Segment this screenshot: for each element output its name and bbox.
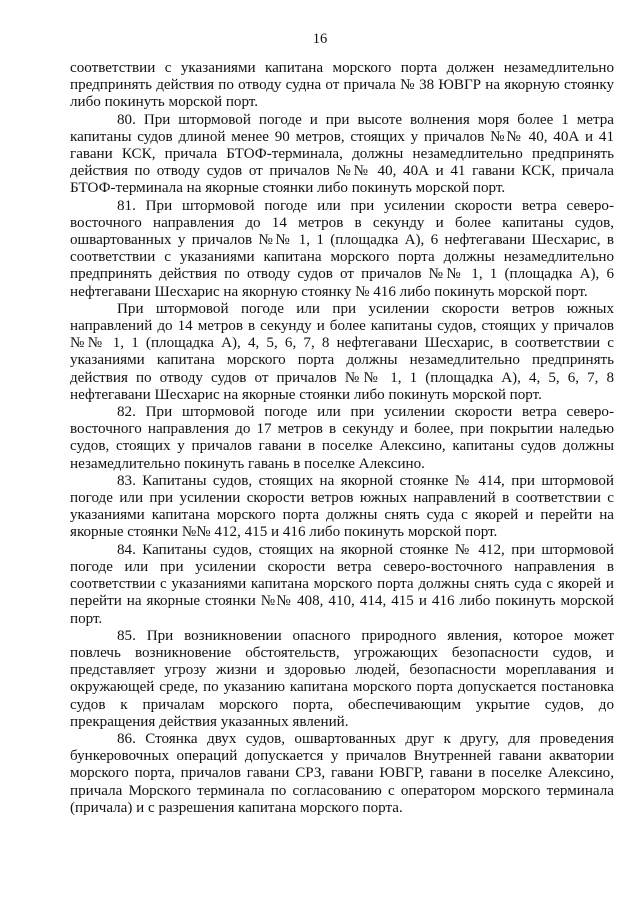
document-body [70,60,614,817]
paragraph-83: 83. Капитаны судов, стоящих на якорной стоянке № 414, при штормовой погоде или при усилении скорости ветров южных направлений в соответствии с указаниями капитана морского порта должны снять суда с якорей и перейти на якорные стоянки №№ 412, 415 и 416 либо покинуть морской порт. [70,472,614,541]
paragraph-81-part-2: При штормовой погоде или при усилении скорости ветров южных направлений до 14 метров в секунду и более капитаны судов, стоящих у причалов №№ 1, 1 (площадка А), 4, 5, 6, 7, 8 нефтегавани Шесхарис, в соответствии с указаниями капитана морского порта должны незамедлительно предпринять действия по отводу судов от причалов №№ 1, 1 (площадка А), 4, 5, 6, 7, 8 нефтегавани Шесхарис на якорные стоянки либо покинуть морской порт. [70,300,614,403]
paragraph-84: 84. Капитаны судов, стоящих на якорной стоянке № 412, при штормовой погоде или при усилении скорости ветра северо-восточного направления в соответствии с указаниями капитана морского порта должны снять суда с якорей и перейти на якорные стоянки №№ 408, 410, 414, 415 и 416 либо покинуть морской порт. [70,541,614,627]
paragraph-82: 82. При штормовой погоде или при усилении скорости ветра северо-восточного направления до 17 метров в секунду и более, при покрытии наледью судов, стоящих у причалов гавани в поселке Алексино, капитаны судов должны незамедлительно покинуть гавань в поселке Алексино. [70,404,614,472]
paragraph-86: 86. Стоянка двух судов, ошвартованных друг к другу, для проведения бункеровочных операций допускается у причалов Внутренней гавани акватории морского порта, причалов гавани СРЗ, гавани ЮВГР, гавани в поселке Алексино, причала Морского терминала по согласованию с оператором морского терминала (причала) и с разрешения капитана морского порта. [70,730,614,816]
paragraph-81: 81. При штормовой погоде или при усилении скорости ветра северо-восточного направления до 14 метров в секунду и более капитаны судов, ошвартованных у причалов №№ 1, 1 (площадка А), 6 нефтегавани Шесхарис, в соответствии с указаниями капитана морского порта должны незамедлительно предпринять действия по отводу судов от причалов №№ 1, 1 (площадка А), 6 нефтегавани Шесхарис на якорную стоянку № 416 либо покинуть морской порт. [70,197,614,300]
paragraph-80: 80. При штормовой погоде и при высоте волнения моря более 1 метра капитаны судов длиной менее 90 метров, стоящих у причалов №№ 40, 40А и 41 гавани КСК, причала БТОФ-терминала, должны незамедлительно предпринять действия по отводу судов от причалов №№ 40, 40А и 41 гавани КСК, причала БТОФ-терминала на якорные стоянки либо покинуть морской порт. [70,111,614,197]
paragraph-continuation: соответствии с указаниями капитана морского порта должен незамедлительно предпринять действия по отводу судна от причала № 38 ЮВГР на якорную стоянку либо покинуть морской порт. [70,60,614,111]
page-number: 16 [312,31,328,47]
paragraph-85: 85. При возникновении опасного природного явления, которое может повлечь возникновение обстоятельств, угрожающих безопасности судов, и представляет угрозу жизни и здоровью людей, безопасности мореплавания и окружающей среде, по указанию капитана морского порта допускается постановка судов к причалам морского порта, обеспечивающим укрытие судов, до прекращения действия указанных явлений. [70,627,614,730]
